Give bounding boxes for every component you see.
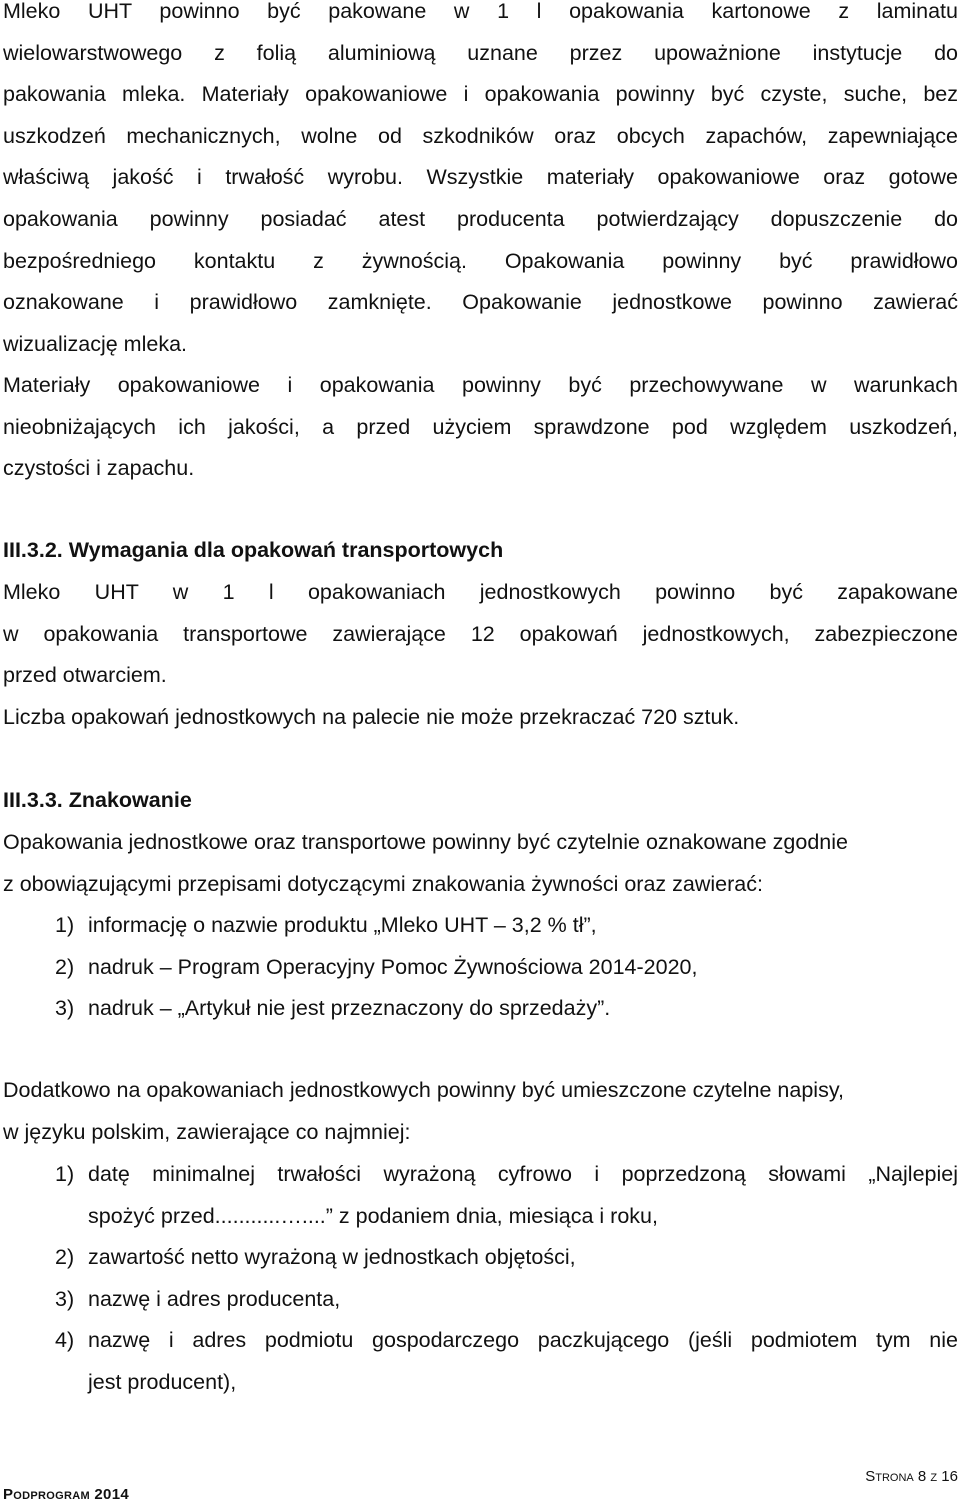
list-item-text: nazwę i adres producenta,: [88, 1286, 341, 1311]
section-heading-3-3: III.3.3. Znakowanie: [3, 788, 192, 812]
list-item-text: jest producent),: [88, 1369, 237, 1394]
text-line: Materiały opakowaniowe i opakowania powinny być przechowywane w warunkach: [3, 373, 958, 397]
section-3-3-paragraph: [0, 822, 960, 905]
list-number: 2): [55, 1245, 75, 1270]
required-info-list: [0, 1154, 960, 1404]
list-item-text: zawartość netto wyrażoną w jednostkach objętości,: [88, 1245, 576, 1270]
section-3-2-paragraph: [0, 572, 960, 738]
page-number: Strona 8 z 16: [865, 1468, 958, 1485]
text-line: Mleko UHT powinno być pakowane w 1 l opakowania kartonowe z laminatu: [3, 0, 958, 23]
list-item-text: nadruk – Program Operacyjny Pomoc Żywnościowa 2014-2020,: [88, 954, 698, 979]
list-item: [0, 1237, 960, 1279]
list-item: [0, 947, 960, 989]
list-item: [0, 1320, 960, 1362]
list-number: 2): [55, 954, 75, 979]
list-number: 3): [55, 996, 75, 1021]
footer-program-label: Podprogram 2014: [3, 1486, 129, 1503]
list-item-text: nazwę i adres podmiotu gospodarczego paczkującego (jeśli podmiotem tym nie: [88, 1328, 958, 1353]
pallet-note: Liczba opakowań jednostkowych na palecie nie może przekraczać 720 sztuk.: [3, 704, 740, 729]
text-line: czystości i zapachu.: [3, 456, 195, 481]
section-heading-3-2: III.3.2. Wymagania dla opakowań transportowych: [3, 538, 504, 562]
list-number: 1): [55, 1162, 75, 1186]
text-line: uszkodzeń mechanicznych, wolne od szkodników oraz obcych zapachów, zapewniające: [3, 123, 958, 148]
text-line: w języku polskim, zawierające co najmniej:: [3, 1119, 411, 1144]
list-item: [0, 1279, 960, 1321]
text-line: oznakowane i prawidłowo zamknięte. Opakowanie jednostkowe powinno zawierać: [3, 290, 958, 315]
text-line: wielowarstwowego z folią aluminiową uznane przez upoważnione instytucje do: [3, 40, 958, 65]
text-line: w opakowania transportowe zawierające 12 opakowań jednostkowych, zabezpieczone: [3, 621, 958, 646]
list-number: 1): [55, 913, 75, 937]
list-item-text: datę minimalnej trwałości wyrażoną cyfrowo i poprzedzoną słowami „Najlepiej: [88, 1162, 958, 1186]
text-line: Mleko UHT w 1 l opakowaniach jednostkowych powinno być zapakowane: [3, 580, 958, 604]
text-line: Opakowania jednostkowe oraz transportowe powinny być czytelnie oznakowane zgodnie: [3, 830, 848, 854]
text-line: opakowania powinny posiadać atest producenta potwierdzający dopuszczenie do: [3, 206, 958, 231]
text-line: nieobniżających ich jakości, a przed użyciem sprawdzone pod względem uszkodzeń,: [3, 414, 958, 439]
list-item: [0, 1154, 960, 1196]
text-line: Dodatkowo na opakowaniach jednostkowych powinny być umieszczone czytelne napisy,: [3, 1078, 844, 1102]
list-number: 3): [55, 1286, 75, 1311]
extra-paragraph: [0, 1070, 960, 1153]
text-line: wizualizację mleka.: [3, 331, 188, 356]
text-line: pakowania mleka. Materiały opakowaniowe i opakowania powinny być czyste, suche, bez: [3, 82, 958, 107]
list-item-text: spożyć przed...........…....” z podaniem dnia, miesiąca i roku,: [88, 1203, 658, 1228]
text-line: bezpośredniego kontaktu z żywnością. Opakowania powinny być prawidłowo: [3, 248, 958, 273]
list-item-continuation: [0, 1362, 960, 1404]
list-item-text: nadruk – „Artykuł nie jest przeznaczony do sprzedaży”.: [88, 996, 611, 1021]
intro-paragraph-1: [0, 0, 960, 365]
list-item: [0, 988, 960, 1030]
list-number: 4): [55, 1328, 75, 1353]
labeling-list: [0, 905, 960, 1030]
list-item-text: informację o nazwie produktu „Mleko UHT – 3,2 % tł”,: [88, 913, 597, 937]
text-line: z obowiązującymi przepisami dotyczącymi znakowania żywności oraz zawierać:: [3, 871, 763, 896]
intro-paragraph-2: [0, 365, 960, 490]
list-item: [0, 905, 960, 947]
text-line: przed otwarciem.: [3, 663, 167, 688]
list-item-continuation: [0, 1196, 960, 1238]
text-line: właściwą jakość i trwałość wyrobu. Wszystkie materiały opakowaniowe oraz gotowe: [3, 165, 958, 190]
